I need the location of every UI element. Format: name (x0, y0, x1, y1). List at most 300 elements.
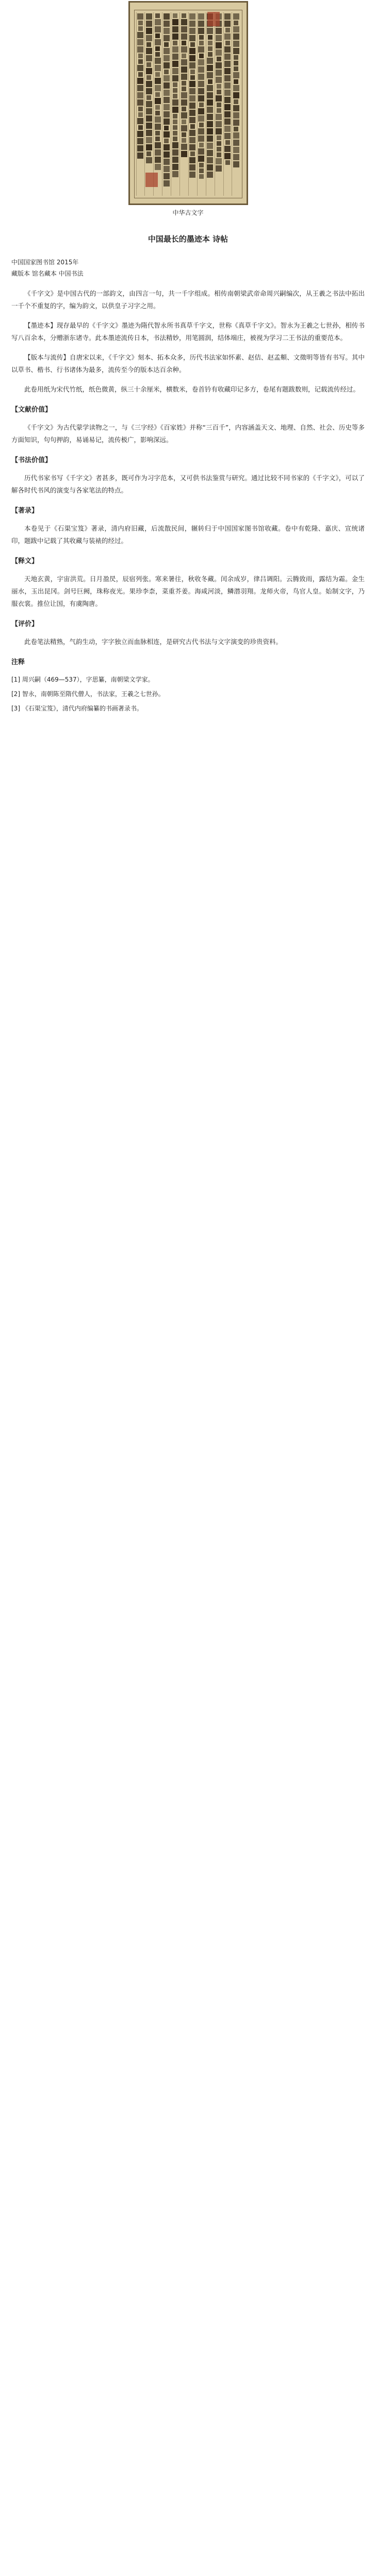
scan-glyph (155, 149, 161, 156)
scan-glyph (234, 21, 238, 25)
scan-glyph (190, 151, 195, 156)
scan-glyph (233, 72, 239, 78)
scan-glyph (189, 137, 195, 143)
scan-glyph (217, 152, 221, 157)
scan-glyph (198, 156, 204, 162)
scan-glyph (137, 85, 143, 91)
scan-glyph (164, 42, 169, 47)
scan-glyph (224, 153, 231, 159)
scan-glyph (189, 164, 195, 171)
scan-glyph (199, 163, 204, 167)
scan-glyph (208, 46, 212, 51)
scan-glyph (181, 33, 187, 40)
scan-glyph (225, 41, 230, 45)
scan-glyph (146, 42, 151, 47)
scan-glyph (207, 150, 213, 156)
scan-glyph (198, 21, 204, 27)
scan-glyph (207, 128, 213, 134)
scan-glyph (164, 97, 170, 103)
notes-heading: 注释 (11, 658, 25, 666)
scan-glyph (182, 81, 186, 86)
scan-glyph (164, 131, 170, 138)
scan-glyph (146, 95, 151, 100)
scan-glyph (173, 131, 177, 135)
paragraph: 《千字文》是中国古代的一部韵文，由四言一句，共一千字组成。相传南朝梁武帝命周兴嗣编次，从王羲之书法中拓出一千个不重复的字，编为韵文，以供皇子习字之用。 (11, 290, 365, 310)
scan-glyph (224, 133, 231, 139)
scan-glyph (207, 143, 213, 149)
scan-glyph (155, 142, 161, 148)
scan-glyph (182, 54, 186, 58)
scan-glyph (189, 130, 195, 136)
scan-glyph (182, 107, 186, 111)
scan-glyph (155, 124, 161, 130)
scan-glyph (234, 99, 238, 104)
scan-glyph (216, 70, 222, 76)
scan-text-column (179, 12, 188, 196)
scan-glyph (233, 132, 239, 139)
section-heading: 【文献价值】 (11, 406, 52, 414)
scan-glyph (198, 74, 204, 80)
scan-text-column (144, 12, 153, 196)
scan-glyph (172, 61, 178, 67)
scan-glyph (172, 149, 178, 156)
ancient-book-text-columns (134, 10, 242, 198)
scan-glyph (198, 148, 204, 155)
scan-glyph (146, 137, 152, 143)
scan-glyph (146, 157, 152, 163)
scan-glyph (224, 126, 231, 132)
scan-glyph (198, 95, 204, 101)
scan-glyph (189, 35, 195, 41)
scan-glyph (146, 88, 152, 94)
scan-glyph (181, 125, 187, 131)
section-body: 天地玄黄，宇宙洪荒。日月盈昃，辰宿列张。寒来暑往，秋收冬藏。闰余成岁，律吕调阳。云腾致雨，露结为霜。金生丽水，玉出昆冈。剑号巨阙，珠称夜光。果珍李柰，菜重芥姜。海咸河淡，鳞潜羽翔。龙师火帝，鸟官人皇。始制文字，乃服衣裳。推位让国，有虞陶唐。 (11, 575, 365, 607)
scan-glyph (190, 75, 195, 80)
scan-glyph (181, 74, 187, 80)
scan-glyph (189, 81, 195, 87)
scan-glyph (216, 158, 222, 164)
scan-glyph (208, 79, 212, 84)
scan-glyph (189, 28, 195, 34)
scan-glyph (233, 33, 239, 40)
scan-glyph (173, 13, 177, 18)
scan-glyph (216, 95, 222, 101)
scan-glyph (155, 33, 160, 38)
scan-glyph (216, 165, 222, 172)
scan-glyph (216, 77, 222, 83)
scan-glyph (233, 26, 239, 32)
seal-stamp (145, 173, 158, 187)
scan-glyph (207, 65, 213, 71)
scan-glyph (181, 112, 187, 118)
scan-glyph (172, 68, 178, 74)
scan-glyph (233, 120, 239, 126)
section-body: 本卷见于《石渠宝笈》著录，清内府旧藏，后流散民间，辗转归于中国国家图书馆收藏。卷中有乾隆、嘉庆、宣统诸印，题跋中记载了其收藏与装裱的经过。 (11, 524, 365, 545)
scan-glyph (234, 66, 238, 71)
scan-glyph (155, 137, 160, 141)
scan-glyph (137, 138, 143, 144)
scan-glyph (164, 180, 170, 187)
scan-glyph (198, 115, 204, 122)
scan-glyph (189, 48, 195, 54)
section-list (11, 404, 365, 648)
scan-glyph (173, 125, 177, 130)
scan-glyph (224, 21, 231, 27)
scan-glyph (155, 85, 161, 91)
scan-glyph (224, 118, 231, 125)
scan-glyph (164, 48, 170, 54)
scan-glyph (164, 55, 170, 61)
meta-publisher-line: 中国国家图书馆 2015年 (11, 259, 79, 266)
scan-glyph (224, 13, 231, 20)
scan-glyph (233, 147, 239, 153)
scan-glyph (224, 82, 231, 89)
scan-glyph (198, 66, 204, 73)
book-scan-figure (128, 0, 248, 217)
scan-glyph (137, 65, 143, 71)
section (11, 505, 365, 547)
scan-glyph (189, 95, 195, 101)
scan-glyph (164, 21, 170, 27)
scan-glyph (172, 75, 178, 81)
meta-collection-line: 藏版本 馆名藏本 中国书法 (11, 270, 84, 277)
scan-glyph (224, 54, 231, 60)
scan-glyph (199, 54, 204, 58)
scan-glyph (233, 85, 239, 91)
scan-glyph (138, 107, 143, 111)
scan-glyph (198, 108, 204, 114)
scan-glyph (199, 143, 204, 147)
scan-glyph (164, 28, 170, 34)
scan-glyph (138, 112, 143, 117)
scan-glyph (173, 137, 177, 141)
section-heading: 【评价】 (11, 620, 39, 628)
scan-glyph (216, 62, 222, 69)
scan-glyph (182, 138, 186, 143)
scan-glyph (199, 174, 204, 179)
scan-glyph (155, 58, 161, 64)
scan-text-column (232, 12, 240, 196)
scan-text-column (136, 12, 144, 196)
scan-glyph (190, 42, 195, 47)
notes-block (11, 656, 365, 714)
intro-paragraphs (11, 287, 365, 396)
scan-glyph (137, 78, 143, 84)
scan-text-column (171, 12, 179, 196)
scan-glyph (164, 62, 170, 69)
scan-text-column (215, 12, 223, 196)
scan-glyph (233, 13, 239, 20)
scan-glyph (216, 128, 222, 134)
scan-glyph (155, 98, 161, 104)
scan-glyph (217, 108, 221, 113)
section-heading: 【著录】 (11, 507, 39, 515)
scan-glyph (189, 117, 195, 123)
scan-glyph (234, 55, 238, 60)
scan-glyph (155, 131, 160, 135)
scan-glyph (233, 41, 239, 47)
scan-glyph (233, 154, 239, 160)
scan-glyph (189, 172, 195, 178)
scan-glyph (233, 48, 239, 54)
scan-glyph (224, 104, 231, 110)
scan-glyph (182, 13, 186, 18)
scan-glyph (216, 49, 222, 56)
scan-glyph (198, 28, 204, 34)
scan-glyph (172, 46, 178, 53)
note-item: [1] 周兴嗣（469—537），字思纂，南朝梁文学家。 (11, 676, 154, 683)
scan-glyph (225, 28, 230, 32)
scan-glyph (189, 110, 195, 116)
scan-glyph (146, 130, 152, 136)
scan-glyph (216, 121, 222, 127)
scan-glyph (146, 68, 152, 74)
scan-glyph (172, 157, 178, 163)
ancient-book-image (128, 1, 248, 205)
scan-glyph (172, 164, 178, 170)
scan-glyph (189, 55, 195, 61)
scan-glyph (137, 152, 143, 159)
scan-glyph (146, 115, 152, 122)
scan-glyph (189, 144, 195, 150)
scan-glyph (208, 35, 212, 40)
scan-glyph (146, 13, 152, 20)
section (11, 404, 365, 446)
section-body: 《千字文》为古代蒙学读物之一，与《三字经》《百家姓》并称“三百千”，内容涵盖天文、地理、自然、社会、历史等多方面知识，句句押韵，易诵易记，流传极广，影响深远。 (11, 423, 365, 444)
scan-glyph (217, 141, 221, 146)
scan-glyph (199, 41, 204, 45)
scan-glyph (137, 99, 143, 106)
scan-glyph (207, 85, 213, 91)
scan-glyph (216, 42, 222, 48)
scan-glyph (181, 46, 187, 53)
scan-glyph (207, 164, 213, 171)
scan-glyph (137, 131, 143, 137)
scan-glyph (137, 46, 143, 53)
paragraph: 【墨迹本】现存最早的《千字文》墨迹为隋代智永所书真草千字文，世称《真草千字文》。智永为王羲之七世孙，相传书写八百余本，分赠浙东诸寺。此本墨迹流传日本，书法精妙，用笔圆润，结体端庄，被视为学习二王书法的重要范本。 (11, 321, 365, 342)
scan-glyph (172, 99, 178, 106)
scan-glyph (182, 132, 186, 137)
article-title: 中国最长的墨迹本 诗帖 (148, 234, 228, 244)
scan-glyph (233, 92, 239, 98)
scan-glyph (172, 33, 178, 40)
scan-glyph (164, 144, 170, 150)
scan-glyph (198, 46, 204, 53)
scan-glyph (155, 164, 161, 170)
scan-glyph (138, 21, 143, 25)
scan-glyph (173, 94, 177, 98)
scan-glyph (155, 65, 161, 71)
scan-glyph (164, 90, 170, 96)
scan-glyph (173, 114, 177, 118)
scan-glyph (164, 75, 170, 81)
scan-glyph (207, 58, 213, 64)
scan-glyph (138, 125, 143, 130)
seal-stamp (207, 12, 220, 26)
scan-glyph (137, 39, 143, 45)
scan-glyph (217, 57, 221, 61)
scan-glyph (164, 111, 170, 117)
paragraph: 此卷用纸为宋代竹纸，纸色微黄，纵三十余厘米，横数米，卷首钤有收藏印记多方，卷尾有题跋数则，记载流传经过。 (24, 385, 360, 393)
scan-glyph (146, 151, 151, 156)
scan-glyph (172, 26, 178, 32)
scan-glyph (224, 111, 231, 117)
scan-glyph (164, 166, 170, 172)
scan-glyph (155, 72, 160, 77)
scan-glyph (146, 144, 152, 150)
scan-glyph (198, 128, 204, 134)
scan-glyph (208, 41, 212, 45)
scan-glyph (181, 19, 187, 25)
scan-glyph (146, 101, 152, 107)
scan-glyph (172, 107, 178, 113)
scan-glyph (225, 140, 230, 145)
scan-glyph (164, 35, 170, 41)
scan-glyph (224, 61, 231, 67)
scan-glyph (233, 105, 239, 111)
scan-glyph (224, 97, 231, 103)
scan-glyph (164, 82, 170, 89)
scan-glyph (224, 146, 231, 152)
scan-glyph (207, 114, 213, 120)
scan-glyph (146, 62, 151, 67)
scan-glyph (217, 90, 221, 94)
scan-glyph (137, 145, 143, 151)
scan-glyph (164, 139, 169, 143)
note-item: [2] 智永，南朝陈至隋代僧人，书法家，王羲之七世孙。 (11, 690, 165, 698)
scan-glyph (172, 54, 178, 60)
scan-glyph (146, 81, 152, 87)
scan-glyph (189, 13, 195, 20)
section-heading: 【释文】 (11, 557, 39, 565)
scan-glyph (172, 171, 178, 177)
scan-glyph (138, 72, 143, 77)
scan-glyph (199, 35, 204, 40)
scan-glyph (224, 68, 231, 74)
scan-glyph (207, 172, 213, 178)
scan-text-column (153, 12, 161, 196)
scan-text-column (223, 12, 232, 196)
scan-glyph (216, 114, 222, 120)
scan-glyph (164, 173, 170, 179)
scan-glyph (155, 39, 161, 45)
image-caption: 中华古文字 (172, 209, 204, 216)
scan-glyph (172, 19, 178, 25)
scan-glyph (146, 28, 152, 34)
scan-glyph (146, 75, 151, 80)
scan-glyph (138, 26, 143, 31)
scan-glyph (207, 121, 213, 127)
scan-text-column (162, 12, 170, 196)
scan-glyph (207, 92, 213, 98)
scan-glyph (216, 28, 222, 34)
scan-glyph (155, 26, 161, 32)
scan-glyph (138, 54, 143, 58)
scan-glyph (181, 26, 187, 32)
scan-glyph (137, 32, 143, 38)
scan-glyph (217, 147, 221, 151)
scan-glyph (207, 135, 213, 142)
scan-glyph (207, 157, 213, 163)
scan-glyph (234, 61, 238, 65)
scan-glyph (198, 13, 204, 20)
scan-glyph (198, 135, 204, 142)
scan-glyph (189, 157, 195, 163)
scan-glyph (146, 21, 152, 27)
scan-glyph (173, 41, 177, 45)
scan-glyph (172, 142, 178, 148)
section (11, 454, 365, 497)
scan-glyph (164, 118, 170, 125)
section (11, 618, 365, 648)
scan-glyph (208, 52, 212, 57)
scan-glyph (155, 52, 160, 57)
scan-glyph (207, 99, 213, 106)
scan-glyph (224, 90, 231, 96)
section-body: 历代书家书写《千字文》者甚多，既可作为习字范本，又可供书法鉴赏与研究。通过比较不同书家的《千字文》，可以了解各时代书风的演变与各家笔法的特点。 (11, 474, 365, 494)
scan-glyph (189, 62, 195, 69)
scan-glyph (181, 66, 187, 73)
scan-glyph (164, 104, 170, 110)
scan-glyph (233, 140, 239, 146)
scan-glyph (164, 159, 170, 165)
scan-glyph (173, 82, 177, 87)
scan-glyph (181, 92, 187, 98)
scan-glyph (199, 103, 204, 107)
scan-glyph (182, 41, 186, 45)
scan-glyph (164, 151, 170, 158)
scan-glyph (198, 59, 204, 65)
scan-glyph (155, 105, 160, 110)
scan-glyph (233, 112, 239, 118)
scan-glyph (207, 28, 213, 34)
scan-glyph (146, 108, 152, 114)
scan-glyph (216, 35, 222, 41)
scan-glyph (233, 161, 239, 167)
scan-glyph (137, 92, 143, 98)
scan-glyph (189, 88, 195, 94)
scan-glyph (138, 59, 143, 64)
scan-text-column (188, 12, 197, 196)
scan-glyph (199, 123, 204, 127)
scan-glyph (146, 48, 152, 54)
scan-glyph (155, 78, 161, 84)
scan-glyph (181, 59, 187, 65)
paragraph: 【版本与流传】自唐宋以来，《千字文》刻本、拓本众多，历代书法家如怀素、赵佶、赵孟頫、文徵明等皆有书写。其中以草书、楷书、行书诸体为最多，流传至今的版本达百余种。 (11, 353, 365, 374)
scan-glyph (189, 21, 195, 27)
scan-glyph (155, 19, 161, 25)
note-item: [3] 《石渠宝笈》，清代内府编纂的书画著录书。 (11, 705, 143, 712)
scan-glyph (155, 13, 160, 18)
scan-glyph (164, 13, 170, 20)
scan-glyph (224, 75, 231, 81)
scan-glyph (189, 103, 195, 109)
scan-glyph (155, 157, 161, 163)
scan-glyph (137, 13, 143, 20)
scan-glyph (155, 92, 160, 97)
section-heading: 【书法价值】 (11, 456, 52, 464)
scan-glyph (234, 79, 238, 84)
scan-text-column (206, 12, 214, 196)
scan-glyph (224, 33, 231, 40)
scan-glyph (182, 120, 186, 124)
scan-glyph (217, 135, 221, 140)
scan-glyph (207, 107, 213, 113)
scan-glyph (198, 81, 204, 87)
scan-glyph (182, 87, 186, 91)
scan-glyph (181, 144, 187, 150)
scan-glyph (173, 120, 177, 124)
